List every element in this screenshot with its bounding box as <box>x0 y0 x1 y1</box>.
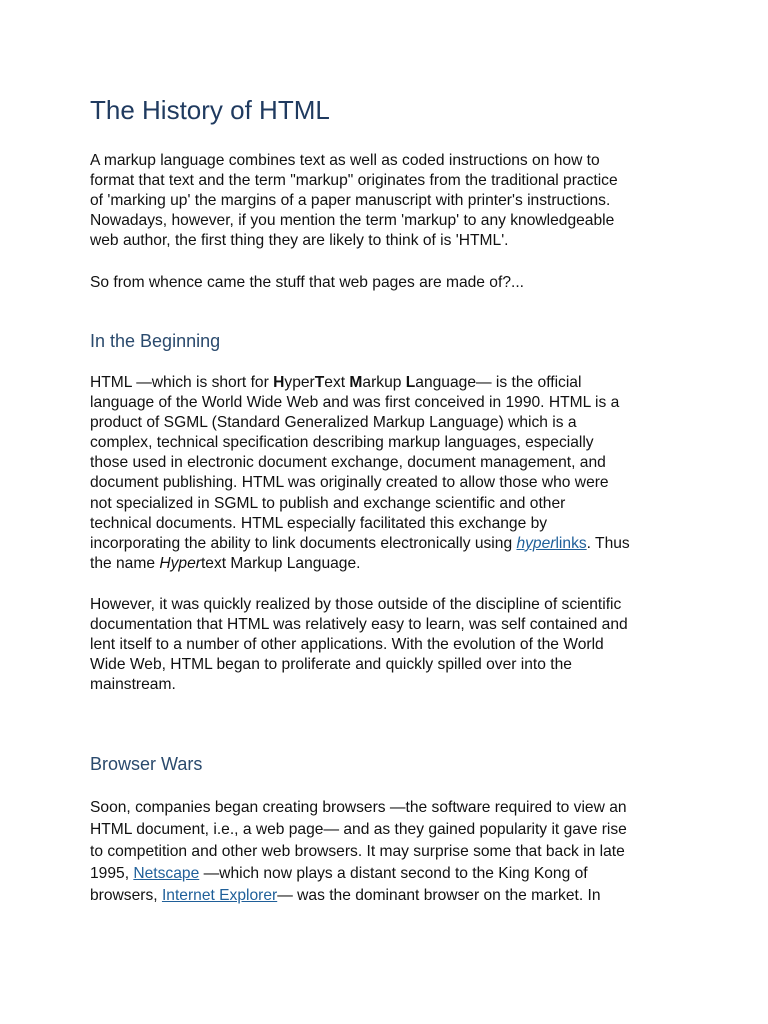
beginning-p2-line: lent itself to a number of other applications. With the evolution of the World <box>90 636 604 654</box>
intro-question-paragraph <box>90 273 700 293</box>
beginning-line-last <box>90 554 700 574</box>
text-run: incorporating the ability to link documents electronically using <box>90 534 517 552</box>
hyperlinks-link[interactable] <box>516 535 586 552</box>
browser-line-netscape <box>90 863 700 885</box>
beginning-paragraph-1 <box>90 373 700 574</box>
beginning-line: complex, technical specification describing markup languages, especially <box>90 434 594 452</box>
page-title: The History of HTML <box>90 95 330 125</box>
browser-paragraph <box>90 797 700 907</box>
beginning-line: document publishing. HTML was originally created to allow those who were <box>90 474 609 492</box>
link-rest-part: links <box>555 534 587 552</box>
intro-line: web author, the first thing they are likely to think of is 'HTML'. <box>90 232 509 250</box>
text-run: the name <box>90 554 160 572</box>
beginning-p2-line: documentation that HTML was relatively easy to learn, was self contained and <box>90 616 628 634</box>
intro-line: format that text and the term "markup" originates from the traditional practice <box>90 172 618 190</box>
beginning-line-1 <box>90 373 700 393</box>
browser-line: HTML document, i.e., a web page— and as they gained popularity it gave rise <box>90 821 627 838</box>
text-run: . Thus <box>586 534 630 552</box>
intro-line: A markup language combines text as well as coded instructions on how to <box>90 152 600 169</box>
text-run: text Markup Language. <box>200 554 361 572</box>
beginning-line-link <box>90 534 700 554</box>
beginning-line: language of the World Wide Web and was first conceived in 1990. HTML is a <box>90 394 620 412</box>
text-run: browsers, <box>90 887 162 904</box>
bold-letter: T <box>314 374 325 391</box>
text-run: — was the dominant browser on the market. In <box>277 887 601 904</box>
intro-line: Nowadays, however, if you mention the term 'markup' to any knowledgeable <box>90 212 615 230</box>
beginning-p2-line: However, it was quickly realized by those outside of the discipline of scientific <box>90 596 622 613</box>
text-run: anguage— is the official <box>415 374 582 391</box>
browser-line: Soon, companies began creating browsers —the software required to view an <box>90 799 627 816</box>
browser-line: to competition and other web browsers. It may surprise some that back in late <box>90 843 625 860</box>
intro-line: of 'marking up' the margins of a paper manuscript with printer's instructions. <box>90 192 611 210</box>
beginning-p2-line: Wide Web, HTML began to proliferate and quickly spilled over into the <box>90 656 572 674</box>
netscape-link[interactable]: Netscape <box>133 865 200 882</box>
internet-explorer-link[interactable]: Internet Explorer <box>161 887 278 904</box>
text-run: HTML —which is short for <box>90 374 274 391</box>
italic-run: Hyper <box>159 554 201 572</box>
intro-question: So from whence came the stuff that web pages are made of?... <box>90 274 524 291</box>
text-run: arkup <box>362 374 406 391</box>
heading-browser-wars: Browser Wars <box>90 754 203 774</box>
beginning-line: technical documents. HTML especially facilitated this exchange by <box>90 514 548 532</box>
beginning-line: product of SGML (Standard Generalized Markup Language) which is a <box>90 414 577 432</box>
intro-paragraph <box>90 151 700 251</box>
text-run: yper <box>284 374 315 391</box>
browser-line-ie <box>90 885 700 907</box>
beginning-line: not specialized in SGML to publish and exchange scientific and other <box>90 494 566 512</box>
link-italic-part: hyper <box>516 534 556 552</box>
beginning-paragraph-2 <box>90 595 700 695</box>
beginning-line: those used in electronic document exchange, document management, and <box>90 454 606 472</box>
text-run: ext <box>324 374 350 391</box>
beginning-p2-line: mainstream. <box>90 676 176 694</box>
bold-letter: H <box>273 374 285 391</box>
bold-letter: M <box>349 374 363 391</box>
text-run: —which now plays a distant second to the King Kong of <box>199 865 588 882</box>
bold-letter: L <box>405 374 416 391</box>
text-run: 1995, <box>90 865 134 882</box>
heading-in-the-beginning: In the Beginning <box>90 331 221 351</box>
